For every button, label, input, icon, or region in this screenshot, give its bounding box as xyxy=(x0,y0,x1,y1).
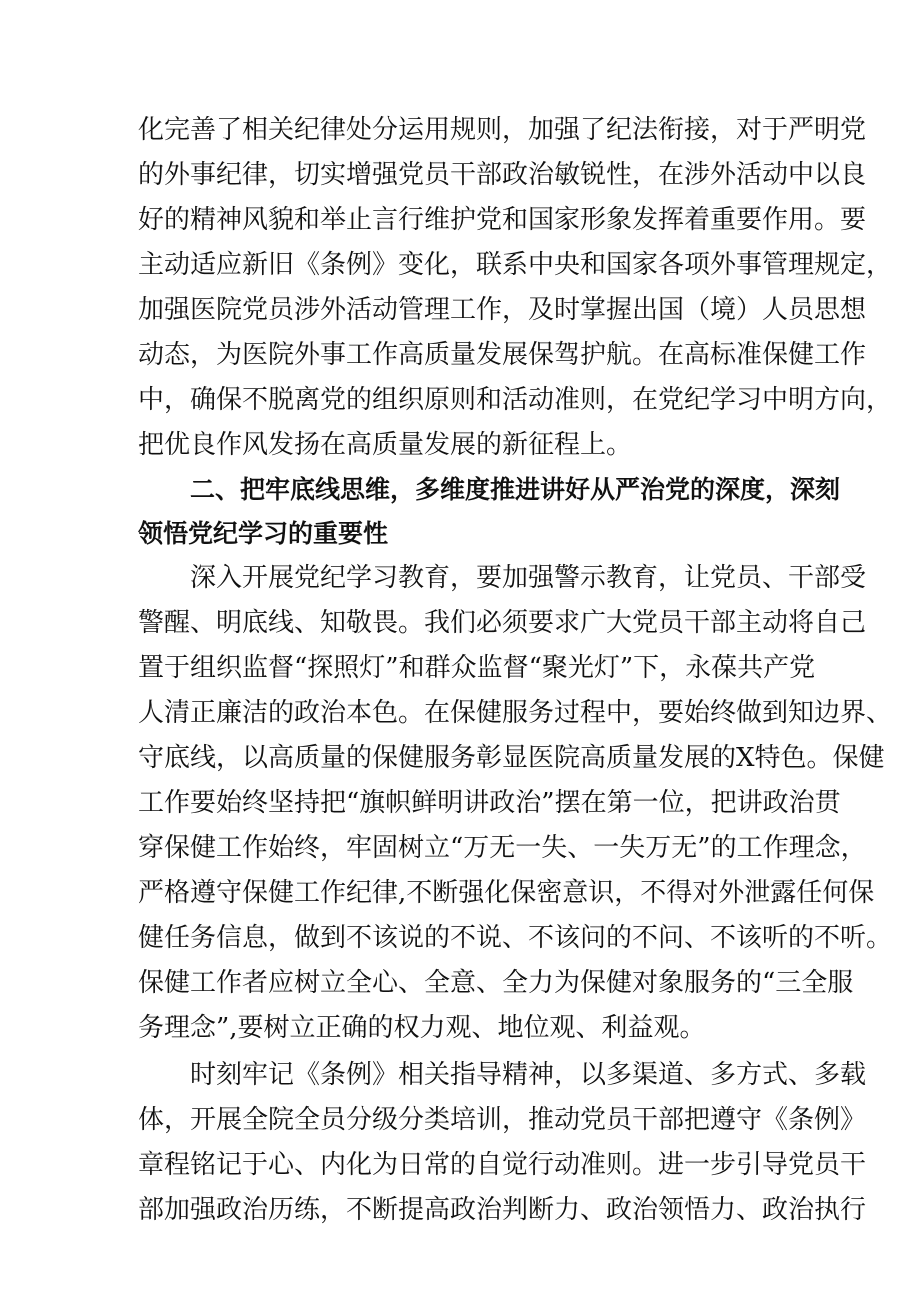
text-line: 警醒、明底线、知敬畏。我们必须要求广大党员干部主动将自己 xyxy=(138,608,867,638)
text-line: 保健工作者应树立全心、全意、全力为保健对象服务的“三全服 xyxy=(138,968,854,998)
text-line: 人清正廉洁的政治本色。在保健服务过程中，要始终做到知边界、 xyxy=(138,698,893,728)
text-line: 的外事纪律，切实增强党员干部政治敏锐性，在涉外活动中以良 xyxy=(138,160,867,190)
text-line: 体，开展全院全员分级分类培训，推动党员干部把遵守《条例》 xyxy=(138,1105,867,1135)
text-line: 深入开展党纪学习教育，要加强警示教育，让党员、干部受 xyxy=(190,563,867,593)
text-line: 部加强政治历练，不断提高政治判断力、政治领悟力、政治执行 xyxy=(138,1195,867,1225)
text-line: 主动适应新旧《条例》变化，联系中央和国家各项外事管理规定， xyxy=(138,250,893,280)
text-line: 工作要始终坚持把“旗帜鲜明讲政治”摆在第一位，把讲政治贯 xyxy=(138,788,841,818)
text-line: 中，确保不脱离党的组织原则和活动准则，在党纪学习中明方向， xyxy=(138,385,893,415)
text-line: 好的精神风貌和举止言行维护党和国家形象发挥着重要作用。要 xyxy=(138,205,867,235)
text-line: 加强医院党员涉外活动管理工作，及时掌握出国（境）人员思想 xyxy=(138,295,867,325)
text-line: 章程铭记于心、内化为日常的自觉行动准则。进一步引导党员干 xyxy=(138,1150,867,1180)
text-line: 置于组织监督“探照灯”和群众监督“聚光灯”下，永葆共产党 xyxy=(138,653,816,683)
text-line: 动态，为医院外事工作高质量发展保驾护航。在高标准保健工作 xyxy=(138,340,867,370)
text-line: 时刻牢记《条例》相关指导精神，以多渠道、多方式、多载 xyxy=(190,1060,867,1090)
text-line: 务理念”,要树立正确的权力观、地位观、利益观。 xyxy=(138,1013,706,1043)
heading-line: 领悟党纪学习的重要性 xyxy=(138,519,389,548)
text-line: 穿保健工作始终，牢固树立“万无一失、一失万无”的工作理念， xyxy=(138,833,867,863)
text-line: 严格遵守保健工作纪律,不断强化保密意识，不得对外泄露任何保 xyxy=(138,878,875,908)
heading-line: 二、把牢底线思维，多维度推进讲好从严治党的深度，深刻 xyxy=(190,475,841,504)
text-line: 守底线，以高质量的保健服务彰显医院高质量发展的X特色。保健 xyxy=(138,743,885,773)
text-line: 化完善了相关纪律处分运用规则，加强了纪法衔接，对于严明党 xyxy=(138,115,867,145)
text-line: 健任务信息，做到不该说的不说、不该问的不问、不该听的不听。 xyxy=(138,923,893,953)
text-line: 把优良作风发扬在高质量发展的新征程上。 xyxy=(138,430,633,460)
